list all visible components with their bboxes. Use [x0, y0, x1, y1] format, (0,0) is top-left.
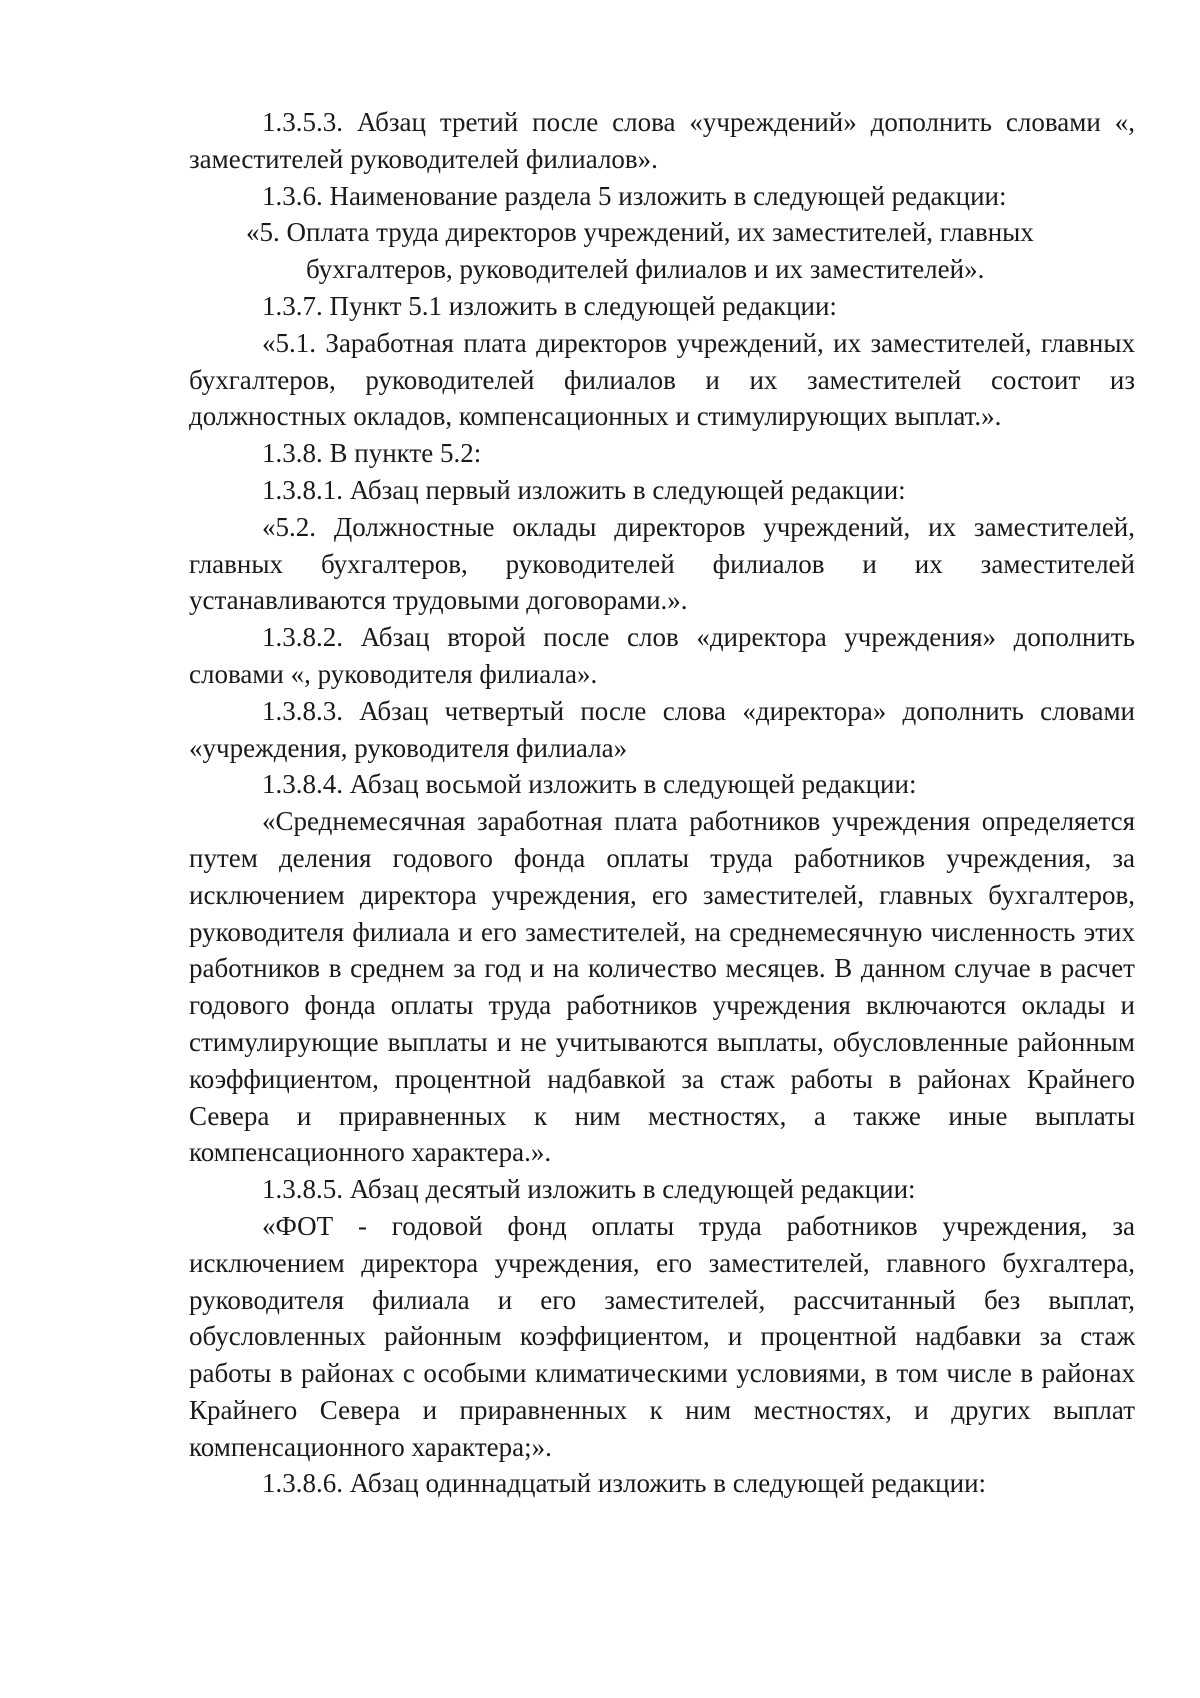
- paragraph-1-3-8-1: 1.3.8.1. Абзац первый изложить в следующей редакции:: [262, 474, 906, 505]
- quote-5-1: «5.1. Заработная плата директоров учреждений, их заместителей, главных бухгалтеров, руководителей филиалов и их заместителей состоит из должностных окладов, компенсационных и стимулирующих выплат.».: [189, 327, 1135, 432]
- paragraph-1-3-8-3: 1.3.8.3. Абзац четвертый после слова «директора» дополнить словами «учреждения, руководителя филиала»: [189, 695, 1135, 763]
- paragraph-1-3-8-5: 1.3.8.5. Абзац десятый изложить в следующей редакции:: [262, 1174, 916, 1205]
- paragraph-1-3-8: 1.3.8. В пункте 5.2:: [262, 438, 482, 469]
- paragraph-1-3-5-3: 1.3.5.3. Абзац третий после слова «учреждений» дополнить словами «, заместителей руководителей филиалов».: [189, 107, 1135, 174]
- quote-fot-definition: «ФОТ - годовой фонд оплаты труда работников учреждения, за исключением директора учреждения, его заместителей, главного бухгалтера, руководителя филиала и его заместителей, рассчитанный без выплат, обусловленных районным коэффициентом, и процентной надбавки за стаж работы в районах с особыми климатическими условиями, в том числе в районах Крайнего Севера и приравненных к ним местностях, и других выплат компенсационного характера;».: [189, 1210, 1135, 1462]
- section-heading-line-1: «5. Оплата труда директоров учреждений, их заместителей, главных: [246, 217, 1034, 248]
- quote-5-2: «5.2. Должностные оклады директоров учреждений, их заместителей, главных бухгалтеров, руководителей филиалов и их заместителей устанавливаются трудовыми договорами.».: [189, 511, 1135, 616]
- quote-average-salary: «Среднемесячная заработная плата работников учреждения определяется путем деления годового фонда оплаты труда работников учреждения, за исключением директора учреждения, его заместителей, главных бухгалтеров, руководителя филиала и его заместителей, на среднемесячную численность этих работников в среднем за год и на количество месяцев. В данном случае в расчет годового фонда оплаты труда работников учреждения включаются оклады и стимулирующие выплаты и не учитываются выплаты, обусловленные районным коэффициентом, процентной надбавкой за стаж работы в районах Крайнего Севера и приравненных к ним местностях, а также иные выплаты компенсационного характера.».: [189, 806, 1135, 1168]
- section-heading-line-2: бухгалтеров, руководителей филиалов и их заместителей».: [306, 254, 985, 285]
- paragraph-1-3-8-2: 1.3.8.2. Абзац второй после слов «директора учреждения» дополнить словами «, руководителя филиала».: [189, 622, 1135, 689]
- paragraph-1-3-8-4: 1.3.8.4. Абзац восьмой изложить в следующей редакции:: [262, 769, 917, 800]
- paragraph-1-3-7: 1.3.7. Пункт 5.1 изложить в следующей редакции:: [262, 290, 837, 321]
- paragraph-1-3-8-6: 1.3.8.6. Абзац одиннадцатый изложить в следующей редакции:: [262, 1468, 987, 1499]
- document-body: [189, 104, 1135, 1502]
- paragraph-1-3-6: 1.3.6. Наименование раздела 5 изложить в следующей редакции:: [262, 180, 1007, 211]
